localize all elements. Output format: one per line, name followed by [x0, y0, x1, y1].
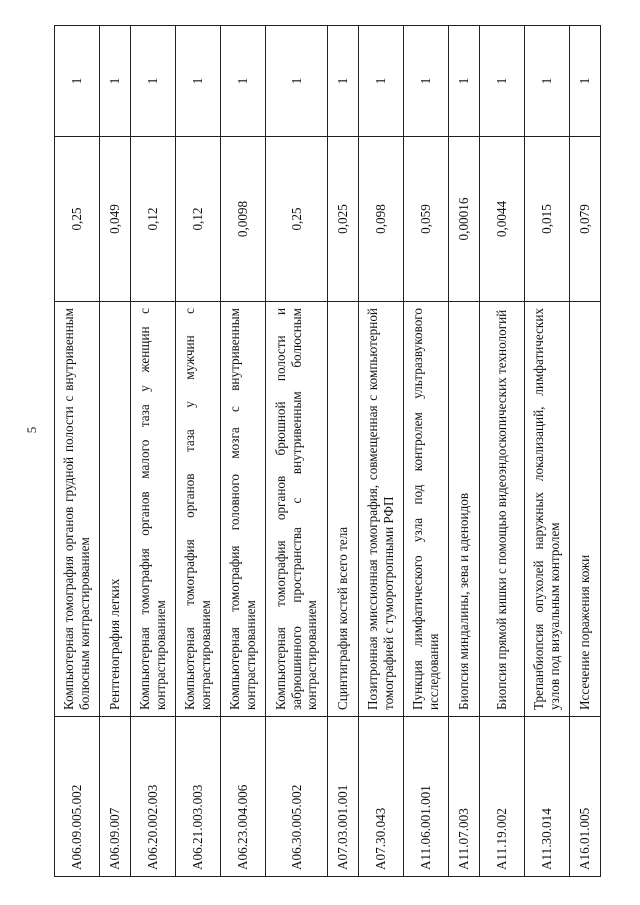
multiplicity-value: 1 — [480, 26, 525, 137]
document-body — [54, 26, 614, 877]
table-row — [266, 26, 328, 877]
service-code: A16.01.005 — [570, 717, 601, 877]
multiplicity-value: 1 — [359, 26, 404, 137]
service-code: A06.09.005.002 — [55, 717, 100, 877]
service-code: A06.30.005.002 — [266, 717, 328, 877]
service-name: Компьютерная томография органов брюшной полости и забрюшинного пространства с внутривенным болюсным контрастированием — [266, 302, 328, 717]
service-code: A07.30.043 — [359, 717, 404, 877]
table-row — [221, 26, 266, 877]
rotated-table-container — [54, 26, 614, 877]
multiplicity-value: 1 — [449, 26, 480, 137]
multiplicity-value: 1 — [221, 26, 266, 137]
multiplicity-value: 1 — [55, 26, 100, 137]
service-code: A11.07.003 — [449, 717, 480, 877]
service-name: Биопсия миндалины, зева и аденоидов — [449, 302, 480, 717]
service-name: Иссечение поражения кожи — [570, 302, 601, 717]
service-name: Пункция лимфатического узла под контролем ультразвукового исследования — [404, 302, 449, 717]
service-code: A11.06.001.001 — [404, 717, 449, 877]
service-name: Сцинтиграфия костей всего тела — [328, 302, 359, 717]
table-row — [176, 26, 221, 877]
service-name: Компьютерная томография головного мозга с внутривенным контрастированием — [221, 302, 266, 717]
service-code: A11.19.002 — [480, 717, 525, 877]
frequency-value: 0,25 — [55, 137, 100, 302]
table-row — [328, 26, 359, 877]
multiplicity-value: 1 — [570, 26, 601, 137]
multiplicity-value: 1 — [404, 26, 449, 137]
service-code: A06.09.007 — [100, 717, 131, 877]
frequency-value: 0,015 — [525, 137, 570, 302]
frequency-value: 0,0098 — [221, 137, 266, 302]
service-name: Рентгенография легких — [100, 302, 131, 717]
frequency-value: 0,059 — [404, 137, 449, 302]
frequency-value: 0,25 — [266, 137, 328, 302]
service-name: Компьютерная томография органов таза у мужчин с контрастированием — [176, 302, 221, 717]
frequency-value: 0,12 — [131, 137, 176, 302]
frequency-value: 0,0044 — [480, 137, 525, 302]
frequency-value: 0,049 — [100, 137, 131, 302]
service-code: A11.30.014 — [525, 717, 570, 877]
service-code: A07.03.001.001 — [328, 717, 359, 877]
table-row — [359, 26, 404, 877]
service-name: Позитронная эмиссионная томография, совмещенная с компьютерной томографией с туморотропными РФП — [359, 302, 404, 717]
multiplicity-value: 1 — [328, 26, 359, 137]
table-row — [55, 26, 100, 877]
table-row — [100, 26, 131, 877]
multiplicity-value: 1 — [266, 26, 328, 137]
frequency-value: 0,079 — [570, 137, 601, 302]
service-name: Компьютерная томография органов малого таза у женщин с контрастированием — [131, 302, 176, 717]
multiplicity-value: 1 — [100, 26, 131, 137]
frequency-value: 0,00016 — [449, 137, 480, 302]
service-code: A06.20.002.003 — [131, 717, 176, 877]
service-name: Биопсия прямой кишки с помощью видеоэндоскопических технологий — [480, 302, 525, 717]
medical-services-table — [54, 25, 601, 877]
service-name: Компьютерная томография органов грудной полости с внутривенным болюсным контрастированием — [55, 302, 100, 717]
service-code: A06.23.004.006 — [221, 717, 266, 877]
multiplicity-value: 1 — [176, 26, 221, 137]
page-number: 5 — [24, 426, 39, 434]
frequency-value: 0,025 — [328, 137, 359, 302]
table-row — [449, 26, 480, 877]
multiplicity-value: 1 — [131, 26, 176, 137]
service-code: A06.21.003.003 — [176, 717, 221, 877]
table-row — [404, 26, 449, 877]
table-row — [570, 26, 601, 877]
table-row — [525, 26, 570, 877]
service-name: Трепанбиопсия опухолей наружных локализаций, лимфатических узлов под визуальным контролем — [525, 302, 570, 717]
frequency-value: 0,098 — [359, 137, 404, 302]
frequency-value: 0,12 — [176, 137, 221, 302]
table-row — [480, 26, 525, 877]
table-row — [131, 26, 176, 877]
multiplicity-value: 1 — [525, 26, 570, 137]
